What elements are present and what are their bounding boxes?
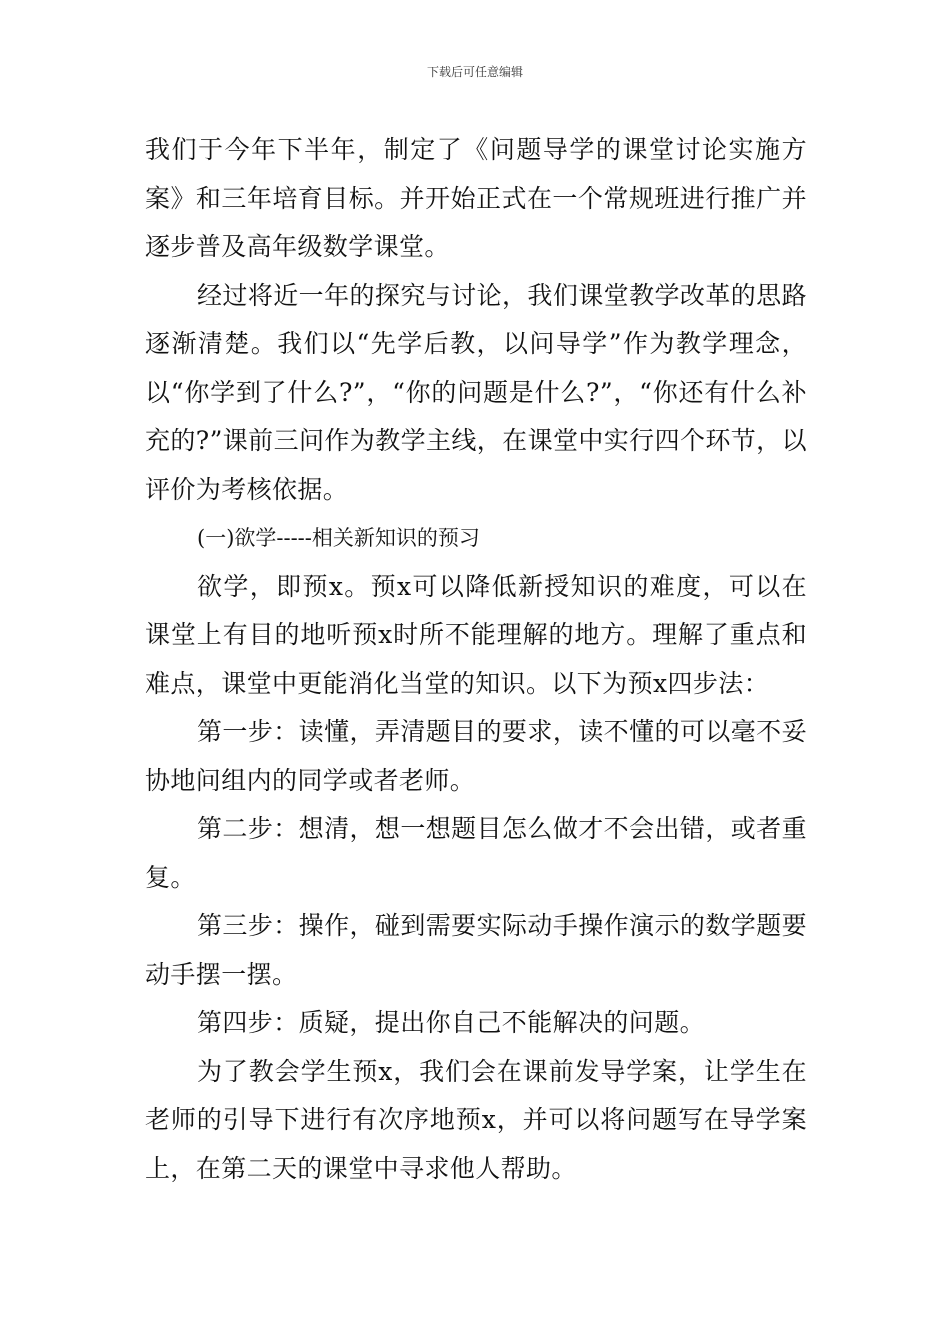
paragraph-plan: 我们于今年下半年，制定了《问题导学的课堂讨论实施方案》和三年培育目标。并开始正式在一个常规班进行推广并逐步普及高年级数学课堂。: [145, 135, 807, 261]
paragraph-teaching-reform: 经过将近一年的探究与讨论，我们课堂教学改革的思路逐渐清楚。我们以“先学后教，以问导学”作为教学理念，以“你学到了什么?”，“你的问题是什么?”，“你还有什么补充的?”课前三问作为教学主线，在课堂中实行四个环节，以评价为考核依据。: [145, 280, 807, 504]
paragraph-preview: 欲学，即预x。预x可以降低新授知识的难度，可以在课堂上有目的地听预x时所不能理解的地方。理解了重点和难点，课堂中更能消化当堂的知识。以下为预x四步法：: [145, 571, 807, 698]
step-1: 第一步：读懂，弄清题目的要求，读不懂的可以毫不妥协地问组内的同学或者老师。: [145, 717, 807, 795]
section-title: (一)欲学-----相关新知识的预习: [197, 526, 480, 550]
step-3: 第三步：操作，碰到需要实际动手操作演示的数学题要动手摆一摆。: [145, 911, 807, 989]
step-2: 第二步：想清，想一想题目怎么做才不会出错，或者重复。: [145, 814, 807, 892]
paragraph-guide-case: 为了教会学生预x，我们会在课前发导学案，让学生在老师的引导下进行有次序地预x，并可以将问题写在导学案上，在第二天的课堂中寻求他人帮助。: [145, 1056, 807, 1183]
page-header-note: 下载后可任意编辑: [426, 65, 523, 79]
step-4: 第四步：质疑，提出你自己不能解决的问题。: [197, 1008, 706, 1037]
document-body: [145, 126, 807, 1193]
